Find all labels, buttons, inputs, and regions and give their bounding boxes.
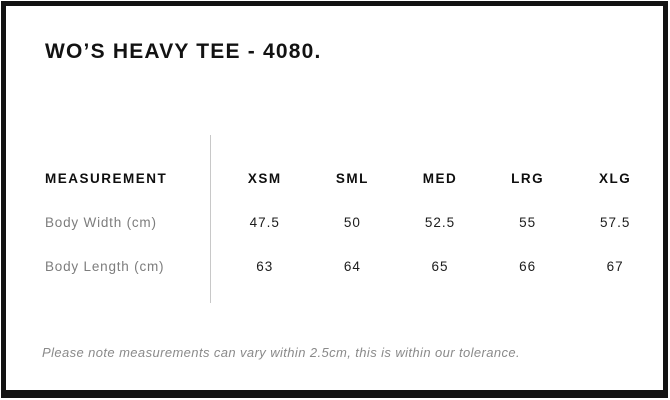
body-width-xsm: 47.5 [249, 214, 280, 230]
column-header-xlg: XLG [599, 170, 632, 186]
row-label: Body Width (cm) [45, 214, 157, 230]
body-length-med: 65 [431, 258, 449, 274]
body-length-xlg: 67 [606, 258, 624, 274]
table-row-body-length [45, 244, 659, 288]
column-header-measurement: MEASUREMENT [45, 170, 168, 186]
tolerance-note: Please note measurements can vary within 2.5cm, this is within our tolerance. [42, 345, 521, 360]
row-label: Body Length (cm) [45, 258, 165, 274]
table-row-body-width [45, 200, 659, 244]
body-width-lrg: 55 [519, 214, 537, 230]
body-width-sml: 50 [343, 214, 361, 230]
column-header-sml: SML [335, 170, 369, 186]
size-table [45, 156, 659, 288]
column-header-lrg: LRG [511, 170, 545, 186]
body-length-lrg: 66 [519, 258, 537, 274]
size-guide-panel [1, 1, 668, 398]
body-width-med: 52.5 [424, 214, 456, 230]
body-width-xlg: 57.5 [600, 214, 631, 230]
body-length-xsm: 63 [256, 258, 274, 274]
table-header-row [45, 156, 659, 200]
column-header-med: MED [422, 170, 458, 186]
page-title: WO’S HEAVY TEE - 4080. [45, 40, 322, 63]
body-length-sml: 64 [343, 258, 361, 274]
column-header-xsm: XSM [247, 170, 282, 186]
